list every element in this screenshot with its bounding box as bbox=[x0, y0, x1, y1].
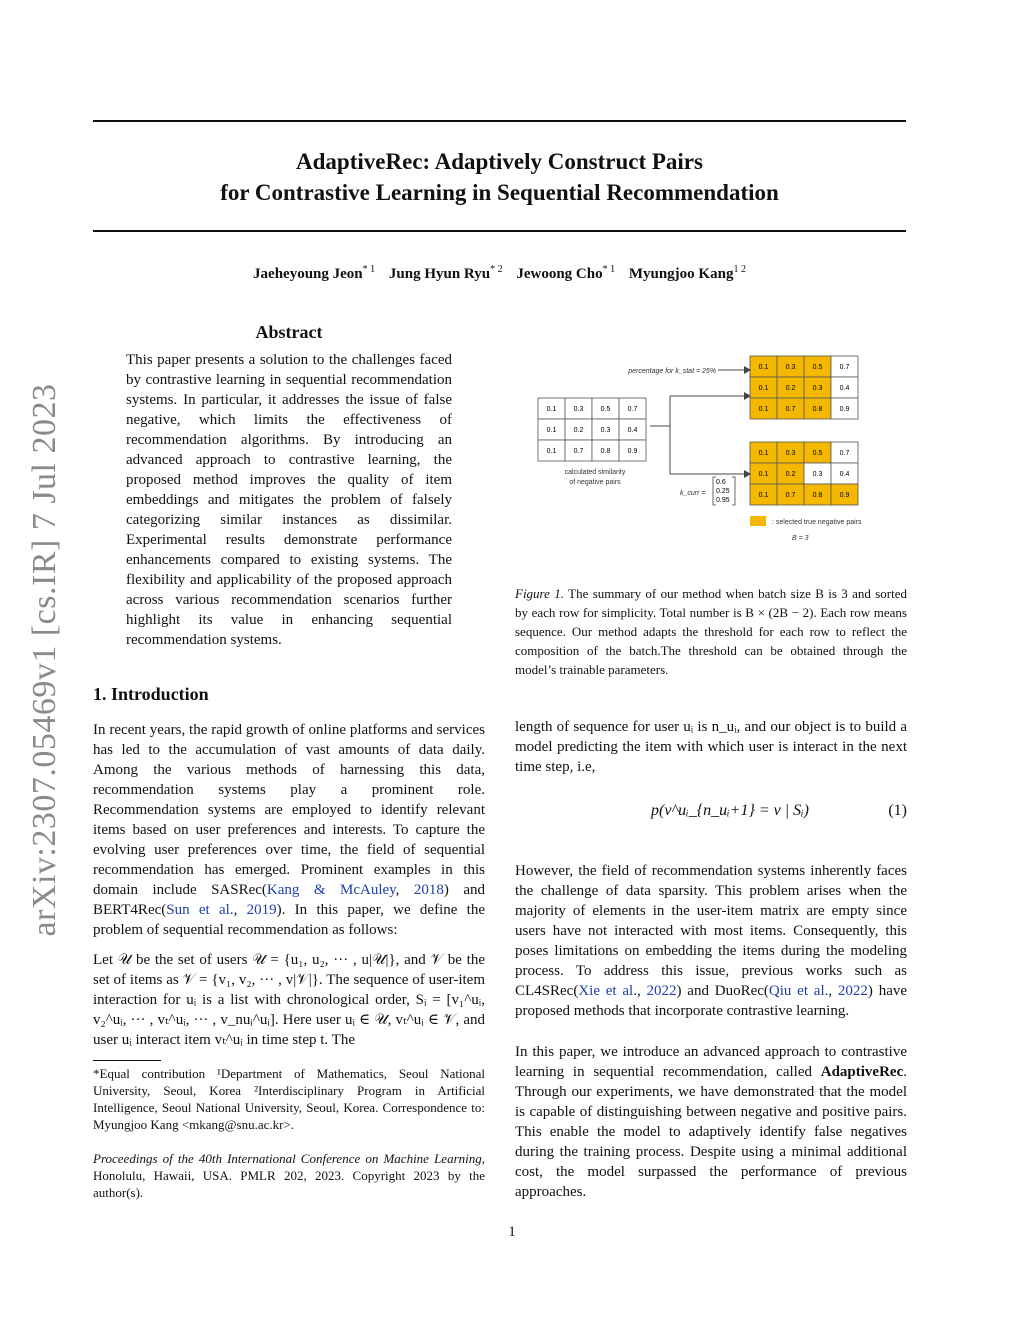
matrix-value: 0.7 bbox=[785, 406, 796, 413]
matrix-value: 0.2 bbox=[785, 471, 796, 478]
citation-year-link[interactable]: 2022 bbox=[837, 983, 868, 999]
kcurr-value: 0.95 bbox=[716, 497, 730, 504]
abstract-heading: Abstract bbox=[255, 322, 323, 342]
matrix-value: 0.3 bbox=[812, 471, 823, 478]
proceedings-note: Proceedings of the 40th International Conference on Machine Learning, Honolulu, Hawaii, USA. PMLR 202, 2023. Copyright 2023 by the author(s). bbox=[93, 1151, 485, 1200]
intro-paragraph-1: In recent years, the rapid growth of online platforms and services has led to the accumulation of vast amounts of data daily. Among the various methods of harnessing this data, recommendation systems play a prominent role. Recommendation systems are employed to identify relevant items based on user preferences and interests. To capture the evolving user preferences over time, the field of sequential recommendation has emerged. Prominent examples in this domain include SASRec(Kang & McAuley, 2018) and BERT4Rec(Sun et al., 2019). In this paper, we define the problem of sequential recommendation as follows: bbox=[93, 722, 486, 938]
title-rule-top bbox=[93, 120, 906, 122]
matrix-value: 0.7 bbox=[627, 406, 638, 413]
citation-year-link[interactable]: 2019 bbox=[246, 902, 277, 918]
intro-paragraph-2: Let 𝒰 be the set of users 𝒰 = {u₁, u₂, ··· , u|𝒰|}, and 𝒱 be the set of items as 𝒱 = {v₁, v₂, ··· , v|𝒱|}. The sequence of user-item interaction for uᵢ is a list with chronological order, Sᵢ = [v₁^uᵢ, v₂^uᵢ, ··· , vₜ^uᵢ, ··· , v_nuᵢ^uᵢ]. Here user uᵢ ∈ 𝒰, vₜ^uᵢ ∈ 𝒱, and user uᵢ interact item vₜ^uᵢ in time step t. The bbox=[93, 952, 485, 1048]
figure-legend-label: : selected true negative pairs bbox=[772, 519, 862, 526]
matrix-value: 0.4 bbox=[839, 471, 850, 478]
citation-link[interactable]: Sun et al. bbox=[166, 902, 234, 918]
paper-title-line-1: AdaptiveRec: Adaptively Construct Pairs bbox=[296, 149, 703, 174]
matrix-value: 0.2 bbox=[573, 427, 584, 434]
matrix-value: 0.1 bbox=[546, 427, 557, 434]
matrix-value: 0.3 bbox=[785, 364, 796, 371]
author-list bbox=[93, 264, 906, 283]
figure-1-diagram bbox=[530, 350, 906, 550]
matrix-value: 0.3 bbox=[600, 427, 611, 434]
figure-top-label: percentage for k_stat = 25% bbox=[628, 368, 716, 375]
paper-title-line-2: for Contrastive Learning in Sequential Recommendation bbox=[220, 180, 779, 205]
matrix-value: 0.7 bbox=[785, 492, 796, 499]
matrix-value: 0.9 bbox=[839, 492, 850, 499]
matrix-value: 0.1 bbox=[546, 406, 557, 413]
citation-year-link[interactable]: 2022 bbox=[646, 983, 677, 999]
figure-left-label: of negative pairs bbox=[569, 479, 621, 486]
matrix-value: 0.8 bbox=[600, 448, 611, 455]
abstract-text: This paper presents a solution to the challenges faced by contrastive learning in sequential recommendation systems. In particular, it addresses the issue of false negative, which limits the effectiveness of recommendation algorithms. By introducing an advanced approach to contrastive learning, the proposed method improves the quality of item embeddings and mitigates the problem of falsely categorizing similar instances as dissimilar. Experimental results demonstrate performance enhancements compared to existing systems. The flexibility and applicability of the proposed approach across various recommendation scenarios further highlight its value in enhancing sequential recommendation systems. bbox=[126, 352, 452, 648]
citation-link[interactable]: Qiu et al. bbox=[768, 983, 829, 999]
citation-link[interactable]: Xie et al. bbox=[578, 983, 637, 999]
figure-left-label: calculated similarity bbox=[564, 469, 626, 476]
matrix-value: 0.1 bbox=[758, 406, 769, 413]
right-paragraph-2: However, the field of recommendation systems inherently faces the challenge of data sparsity. This problem arises when the majority of elements in the user-item matrix are empty since users have not interacted with most items. Consequently, this poses limitations on embedding the items during the modeling process. To address this issue, previous works such as CL4SRec(Xie et al., 2022) and DuoRec(Qiu et al., 2022) have proposed methods that incorporate contrastive learning. bbox=[515, 863, 908, 1019]
matrix-value: 0.7 bbox=[573, 448, 584, 455]
citation-link[interactable]: Kang & McAuley bbox=[266, 882, 396, 898]
matrix-value: 0.5 bbox=[812, 450, 823, 457]
matrix-value: 0.7 bbox=[839, 364, 850, 371]
matrix-value: 0.4 bbox=[627, 427, 638, 434]
matrix-value: 0.4 bbox=[839, 385, 850, 392]
matrix-value: 0.1 bbox=[758, 364, 769, 371]
matrix-value: 0.3 bbox=[785, 450, 796, 457]
author: Jaeheyoung Jeon$^{* 1}$ bbox=[253, 264, 376, 282]
matrix-value: 0.1 bbox=[758, 471, 769, 478]
matrix-value: 0.1 bbox=[758, 492, 769, 499]
matrix-value: 0.5 bbox=[812, 364, 823, 371]
author: Myungjoo Kang$^{1 2}$ bbox=[628, 264, 746, 282]
figure-kcurr-label: k_curr = bbox=[680, 490, 706, 497]
kcurr-value: 0.25 bbox=[716, 488, 730, 495]
legend-swatch bbox=[750, 516, 766, 526]
footnote: *Equal contribution ¹Department of Mathematics, Seoul National University, Seoul, Korea ²Interdisciplinary Program in Artificial Intelligence, Seoul National University, Seoul, Korea. Correspondence to: Myungjoo Kang <mkang@snu.ac.kr>. bbox=[93, 1066, 485, 1132]
author: Jewoong Cho$^{* 1}$ bbox=[516, 264, 616, 282]
matrix-value: 0.7 bbox=[839, 450, 850, 457]
matrix-value: 0.1 bbox=[758, 385, 769, 392]
figure-caption: Figure 1. The summary of our method when batch size B is 3 and sorted by each row for simplicity. Total number is B × (2B − 2). Each row means sequence. Our method adapts the threshold for each row to reflect the composition of the batch.The threshold can be obtained through the model’s trainable parameters. bbox=[515, 586, 908, 677]
equation-1 bbox=[515, 802, 907, 826]
equation-number: (1) bbox=[888, 802, 907, 819]
kcurr-value: 0.6 bbox=[716, 479, 726, 486]
figure-batch-label: B = 3 bbox=[792, 535, 809, 542]
matrix-value: 0.5 bbox=[600, 406, 611, 413]
intro-heading: 1. Introduction bbox=[93, 684, 209, 704]
matrix-value: 0.8 bbox=[812, 406, 823, 413]
footnote-rule bbox=[93, 1060, 161, 1061]
citation-year-link[interactable]: 2018 bbox=[413, 882, 444, 898]
matrix-value: 0.1 bbox=[758, 450, 769, 457]
matrix-value: 0.8 bbox=[812, 492, 823, 499]
arxiv-watermark: arXiv:2307.05469v1 [cs.IR] 7 Jul 2023 bbox=[26, 383, 63, 937]
page-number: 1 bbox=[508, 1224, 516, 1240]
matrix-value: 0.9 bbox=[839, 406, 850, 413]
author: Jung Hyun Ryu$^{* 2}$ bbox=[388, 264, 503, 282]
right-paragraph-1: length of sequence for user uᵢ is n_uᵢ, and our object is to build a model predicting the item with which user is interact in the next time step, i.e, bbox=[515, 719, 907, 775]
right-paragraph-3: In this paper, we introduce an advanced approach to contrastive learning in sequential recommendation, called AdaptiveRec. Through our experiments, we have demonstrated that the model is capable of distinguishing between negative and positive pairs. This enable the model to adaptively identify false negatives during the training process. Despite using a minimal additional cost, the model surpassed the performance of previous approaches. bbox=[515, 1044, 907, 1200]
matrix-value: 0.2 bbox=[785, 385, 796, 392]
title-rule-bottom bbox=[93, 230, 906, 232]
equation-body: p(v^uᵢ_{n_uᵢ+1} = v | Sᵢ) bbox=[651, 802, 809, 819]
matrix-value: 0.9 bbox=[627, 448, 638, 455]
matrix-value: 0.3 bbox=[573, 406, 584, 413]
matrix-value: 0.3 bbox=[812, 385, 823, 392]
matrix-value: 0.1 bbox=[546, 448, 557, 455]
